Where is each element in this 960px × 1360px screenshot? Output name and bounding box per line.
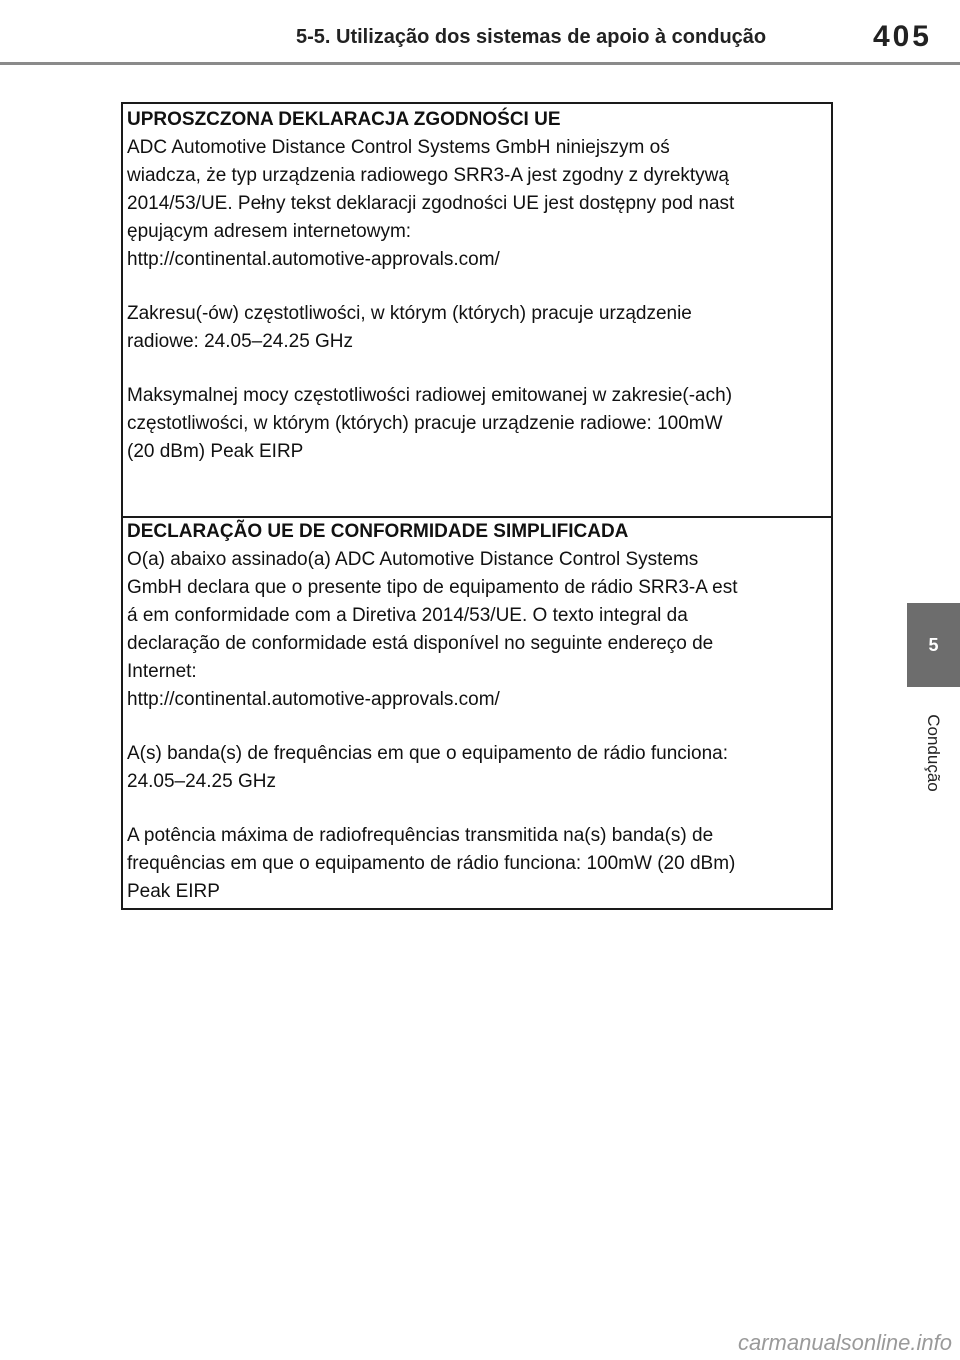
declaration-portuguese-paragraph: A(s) banda(s) de frequências em que o equipamento de rádio funciona: 24.05–24.25 GHz xyxy=(127,743,728,792)
declaration-portuguese-paragraph: O(a) abaixo assinado(a) ADC Automotive Distance Control Systems GmbH declara que o presente tipo de equipamento de rádio SRR3-A est á em conformidade com a Diretiva 2014/53/UE. O texto integral da declaração de conformidade está disponível no seguinte endereço de Internet: http://continental.automotive-approvals.com/ xyxy=(127,549,738,710)
chapter-number: 5 xyxy=(928,634,939,655)
declaration-portuguese-title: DECLARAÇÃO UE DE CONFORMIDADE SIMPLIFICADA xyxy=(127,521,629,542)
declaration-polish-paragraph: Zakresu(-ów) częstotliwości, w którym (których) pracuje urządzenie radiowe: 24.05–24.25 GHz xyxy=(127,303,692,352)
declaration-polish-title: UPROSZCZONA DEKLARACJA ZGODNOŚCI UE xyxy=(127,109,561,130)
chapter-tab xyxy=(907,603,960,687)
page-header xyxy=(0,0,960,72)
chapter-label: Condução xyxy=(924,714,944,792)
footer-watermark: carmanualsonline.info xyxy=(737,1330,952,1355)
header-divider xyxy=(0,62,960,65)
page-number: 405 xyxy=(872,20,932,53)
declaration-polish-paragraph: Maksymalnej mocy częstotliwości radiowej emitowanej w zakresie(-ach) częstotliwości, w którym (których) pracuje urządzenie radiowe: 100mW (20 dBm) Peak EIRP xyxy=(127,385,733,462)
declaration-polish xyxy=(127,106,827,516)
chapter-label-container xyxy=(908,698,958,808)
declaration-box xyxy=(121,102,833,910)
declaration-portuguese-paragraph: A potência máxima de radiofrequências transmitida na(s) banda(s) de frequências em que o equipamento de rádio funciona: 100mW (20 dBm) Peak EIRP xyxy=(127,825,736,902)
section-title: 5-5. Utilização dos sistemas de apoio à condução xyxy=(296,26,767,48)
declaration-polish-paragraph: ADC Automotive Distance Control Systems GmbH niniejszym oś wiadcza, że typ urządzenia radiowego SRR3-A jest zgodny z dyrektywą 2014/53/UE. Pełny tekst deklaracji zgodności UE jest dostępny pod nast ępującym adresem internetowym: http://continental.automotive-approvals.com/ xyxy=(127,137,735,270)
declaration-portuguese xyxy=(127,518,827,908)
